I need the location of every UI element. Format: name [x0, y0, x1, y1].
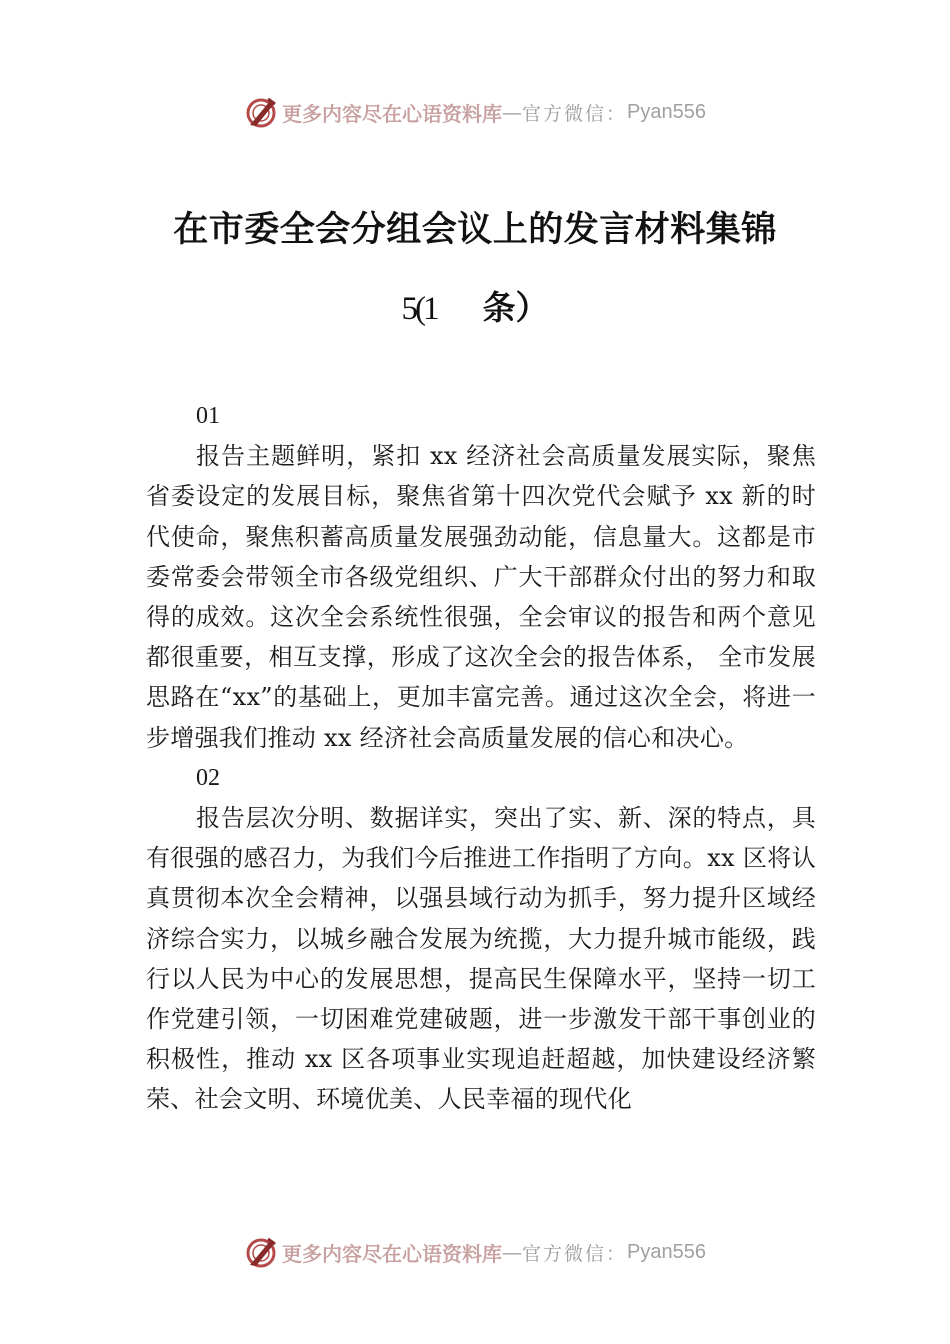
watermark-wechat-id: Pyan556 [627, 1240, 706, 1263]
watermark-wechat-id: Pyan556 [627, 100, 706, 123]
section-label: 01 [196, 403, 220, 429]
watermark-main-text: 更多内容尽在心语资料库 [282, 1241, 502, 1266]
document-subtitle [0, 282, 950, 329]
pen-logo-icon [244, 1235, 278, 1269]
section-label: 02 [196, 764, 220, 791]
watermark-main-text: 更多内容尽在心语资料库 [282, 101, 502, 126]
subtitle-text: 条） [482, 288, 549, 327]
section-paragraph: 报告层次分明、数据详实，突出了实、新、深的特点，具有很强的感召力，为我们今后推进工作指明了方向。xx 区将认真贯彻本次全会精神，以强县域行动为抓手，努力提升区域经济综合实力，以城乡融合发展为统揽，大力提升城市能级，践行以人民为中心的发展思想，提高民生保障水平，坚持一切工作党建引领，一切困难党建破题，进一步激发干部干事创业的积极性，推动 xx 区各项事业实现追赶超越，加快建设经济繁荣、社会文明、环境优美、人民幸福的现代化 [146, 804, 816, 1114]
top-watermark [0, 92, 950, 132]
bottom-watermark [0, 1232, 950, 1272]
pen-logo-icon [244, 95, 278, 129]
section-paragraph: 报告主题鲜明，紧扣 xx 经济社会高质量发展实际，聚焦省委设定的发展目标，聚焦省第十四次党代会赋予 xx 新的时代使命，聚焦积蓄高质量发展强劲动能，信息量大。这都是市委常委会带领全市各级党组织、广大干部群众付出的努力和取得的成效。这次全会系统性很强，全会审议的报告和两个意见都很重要，相互支撑，形成了这次全会的报告体系， 全市发展思路在“xx”的基础上，更加丰富完善。通过这次全会，将进一步增强我们推动 xx 经济社会高质量发展的信心和决心。 [146, 442, 816, 752]
watermark-separator: — [502, 1240, 522, 1264]
watermark-sub-text: 官方微信： [522, 102, 628, 125]
document-body [146, 396, 816, 1120]
subtitle-number: 5(1 [401, 291, 437, 327]
document-title: 在市委全会分组会议上的发言材料集锦 [173, 210, 777, 250]
watermark-separator: — [502, 100, 522, 124]
watermark-sub-text: 官方微信： [522, 1242, 628, 1265]
